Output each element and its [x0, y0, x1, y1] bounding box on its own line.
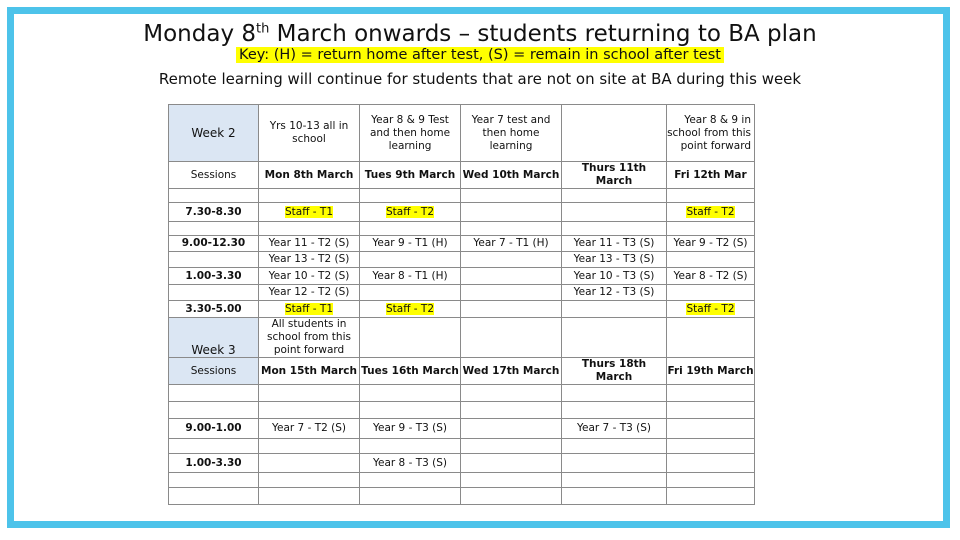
- week3-day-fri: Fri 19th March: [667, 358, 755, 385]
- key-line: Key: (H) = return home after test, (S) = remain in school after test: [0, 47, 960, 63]
- week2-row-0900: [169, 236, 755, 252]
- mon-year11: Year 11 - T2 (S): [259, 236, 360, 252]
- time-0900: 9.00-12.30: [169, 236, 259, 252]
- staff-t1-mon-pm: Staff - T1: [284, 302, 333, 315]
- week2-day-fri: Fri 12th Mar: [667, 162, 755, 189]
- week3-note: All students in school from this point forward: [259, 318, 360, 358]
- week2-day-mon: Mon 8th March: [259, 162, 360, 189]
- thu-year10: Year 10 - T3 (S): [562, 268, 667, 285]
- week3-day-mon: Mon 15th March: [259, 358, 360, 385]
- week3-sessions-label: Sessions: [169, 358, 259, 385]
- spacer-row: [169, 473, 755, 488]
- staff-t1-mon: Staff - T1: [284, 205, 333, 218]
- week2-day-wed: Wed 10th March: [461, 162, 562, 189]
- time-0330: 3.30-5.00: [169, 301, 259, 318]
- tue-pm-year8: Year 8 - T1 (H): [360, 268, 461, 285]
- spacer-row: [169, 189, 755, 203]
- time-w3-0900: 9.00-1.00: [169, 419, 259, 439]
- mon-year10: Year 10 - T2 (S): [259, 268, 360, 285]
- week2-note-fri: Year 8 & 9 in school from this point forward: [667, 105, 755, 162]
- spacer-row: [169, 222, 755, 236]
- mon-year13: Year 13 - T2 (S): [259, 252, 360, 268]
- slide-title: Monday 8th March onwards – students returning to BA plan: [143, 21, 817, 47]
- spacer-row: [169, 402, 755, 419]
- time-0100: 1.00-3.30: [169, 268, 259, 285]
- week2-day-thu: Thurs 11th March: [562, 162, 667, 189]
- week2-days-row: [169, 162, 755, 189]
- w3-tue-year9: Year 9 - T3 (S): [360, 419, 461, 439]
- week3-day-tue: Tues 16th March: [360, 358, 461, 385]
- staff-t2-fri-pm: Staff - T2: [686, 302, 735, 315]
- week3-day-wed: Wed 17th March: [461, 358, 562, 385]
- week3-row-0900: [169, 419, 755, 439]
- w3-tue-year8: Year 8 - T3 (S): [360, 454, 461, 473]
- week2-row-mid2: [169, 285, 755, 301]
- week3-row-0100: [169, 454, 755, 473]
- w3-mon-year7: Year 7 - T2 (S): [259, 419, 360, 439]
- thu-year11: Year 11 - T3 (S): [562, 236, 667, 252]
- week2-note-wed: Year 7 test and then home learning: [461, 105, 562, 162]
- spacer-row: [169, 488, 755, 505]
- week3-label: Week 3: [169, 318, 259, 358]
- spacer-row: [169, 439, 755, 454]
- week3-header-row: [169, 318, 755, 358]
- week2-row-0100: [169, 268, 755, 285]
- fri-pm-year8: Year 8 - T2 (S): [667, 268, 755, 285]
- time-0730: 7.30-8.30: [169, 203, 259, 222]
- staff-t2-tue-pm: Staff - T2: [385, 302, 434, 315]
- week2-sessions-label: Sessions: [169, 162, 259, 189]
- tue-am-year9: Year 9 - T1 (H): [360, 236, 461, 252]
- mon-year12: Year 12 - T2 (S): [259, 285, 360, 301]
- staff-t2-tue: Staff - T2: [385, 205, 434, 218]
- fri-am-year9: Year 9 - T2 (S): [667, 236, 755, 252]
- week2-note-thu: [562, 105, 667, 162]
- week2-notes-row: [169, 105, 755, 162]
- week2-row-0330: [169, 301, 755, 318]
- week2-row-mid: [169, 252, 755, 268]
- time-w3-0100: 1.00-3.30: [169, 454, 259, 473]
- week3-days-row: [169, 358, 755, 385]
- remote-learning-line: Remote learning will continue for students that are not on site at BA during this week: [158, 70, 802, 88]
- week3-day-thu: Thurs 18th March: [562, 358, 667, 385]
- week2-row-0730: [169, 203, 755, 222]
- week2-label: Week 2: [169, 105, 259, 162]
- thu-year13: Year 13 - T3 (S): [562, 252, 667, 268]
- staff-t2-fri: Staff - T2: [686, 205, 735, 218]
- wed-am-year7: Year 7 - T1 (H): [461, 236, 562, 252]
- schedule-table: [168, 104, 755, 505]
- w3-thu-year7: Year 7 - T3 (S): [562, 419, 667, 439]
- week2-note-mon: Yrs 10-13 all in school: [259, 105, 360, 162]
- thu-year12: Year 12 - T3 (S): [562, 285, 667, 301]
- spacer-row: [169, 385, 755, 402]
- week2-note-tue: Year 8 & 9 Test and then home learning: [360, 105, 461, 162]
- week2-day-tue: Tues 9th March: [360, 162, 461, 189]
